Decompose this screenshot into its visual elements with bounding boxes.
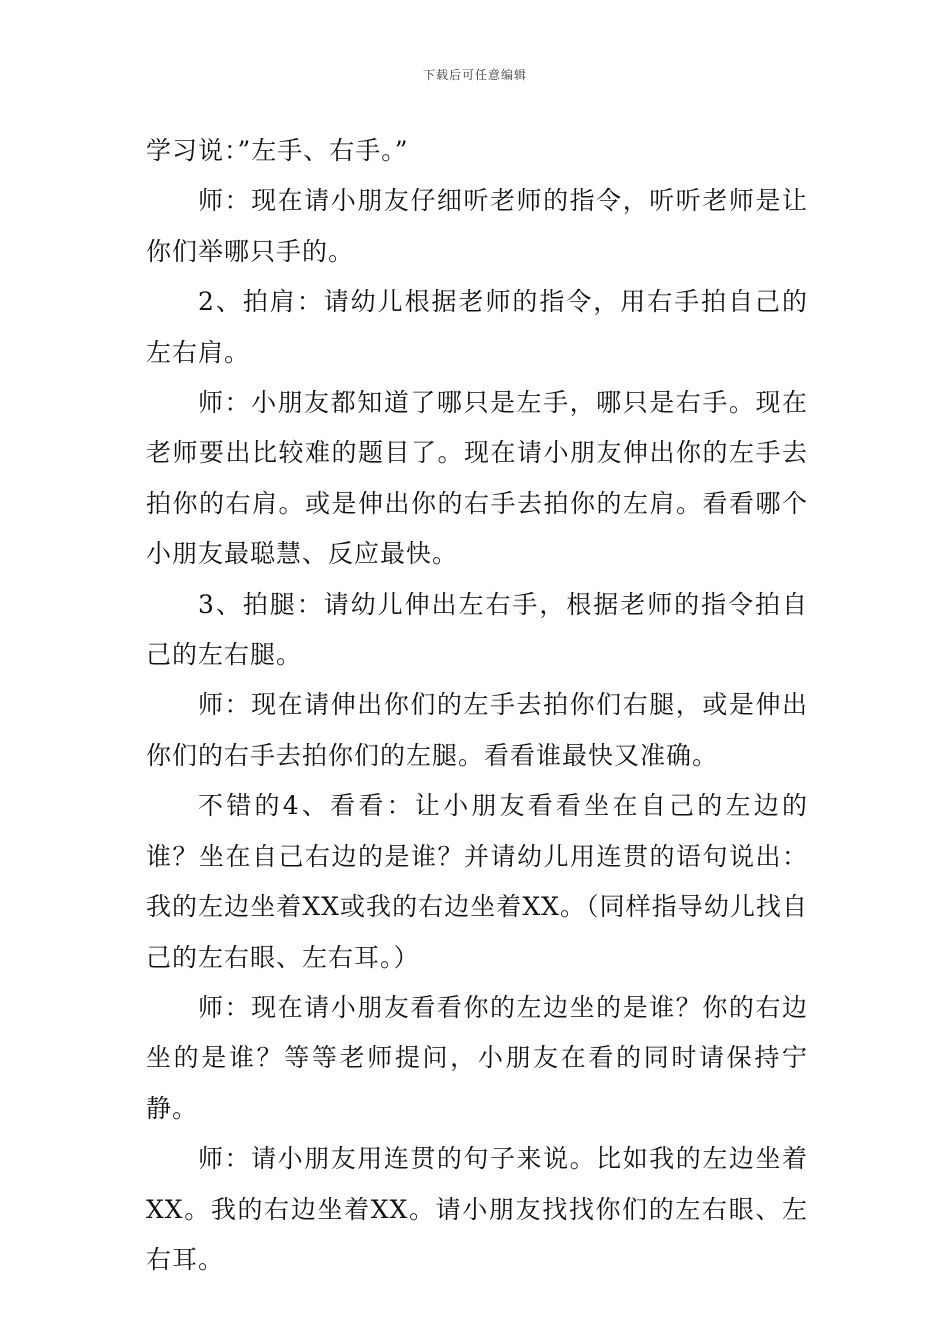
paragraph-1: 学习说：”左手、右手。” [146, 136, 409, 165]
page-header-caption: 下载后可任意编辑 [422, 68, 527, 82]
paragraph-4: 师：小朋友都知道了哪只是左手，哪只是右手。现在老师要出比较难的题目了。现在请小朋友伸出你的左手去拍你的右肩。或是伸出你的右手去拍你的左肩。看看哪个小朋友最聪慧、反应最快。 [146, 388, 808, 569]
paragraph-5: 3、拍腿：请幼儿伸出左右手，根据老师的指令拍自己的左右腿。 [146, 589, 808, 670]
paragraph-9: 师：请小朋友用连贯的句子来说。比如我的左边坐着XX。我的右边坐着XX。请小朋友找找你们的左右眼、左右耳。 [146, 1144, 808, 1274]
document-body [146, 126, 808, 1285]
paragraph-6: 师：现在请伸出你们的左手去拍你们右腿，或是伸出你们的右手去拍你们的左腿。看看谁最快又准确。 [146, 690, 808, 770]
paragraph-8: 师：现在请小朋友看看你的左边坐的是谁？你的右边坐的是谁？等等老师提问，小朋友在看的同时请保持宁静。 [146, 992, 808, 1123]
paragraph-3: 2、拍肩：请幼儿根据老师的指令，用右手拍自己的左右肩。 [146, 287, 808, 367]
paragraph-7: 不错的4、看看：让小朋友看看坐在自己的左边的谁？坐在自己右边的是谁？并请幼儿用连贯的语句说出：我的左边坐着XX或我的右边坐着XX。（同样指导幼儿找自己的左右眼、左右耳。） [146, 791, 808, 972]
paragraph-2: 师：现在请小朋友仔细听老师的指令，听听老师是让你们举哪只手的。 [146, 186, 808, 266]
